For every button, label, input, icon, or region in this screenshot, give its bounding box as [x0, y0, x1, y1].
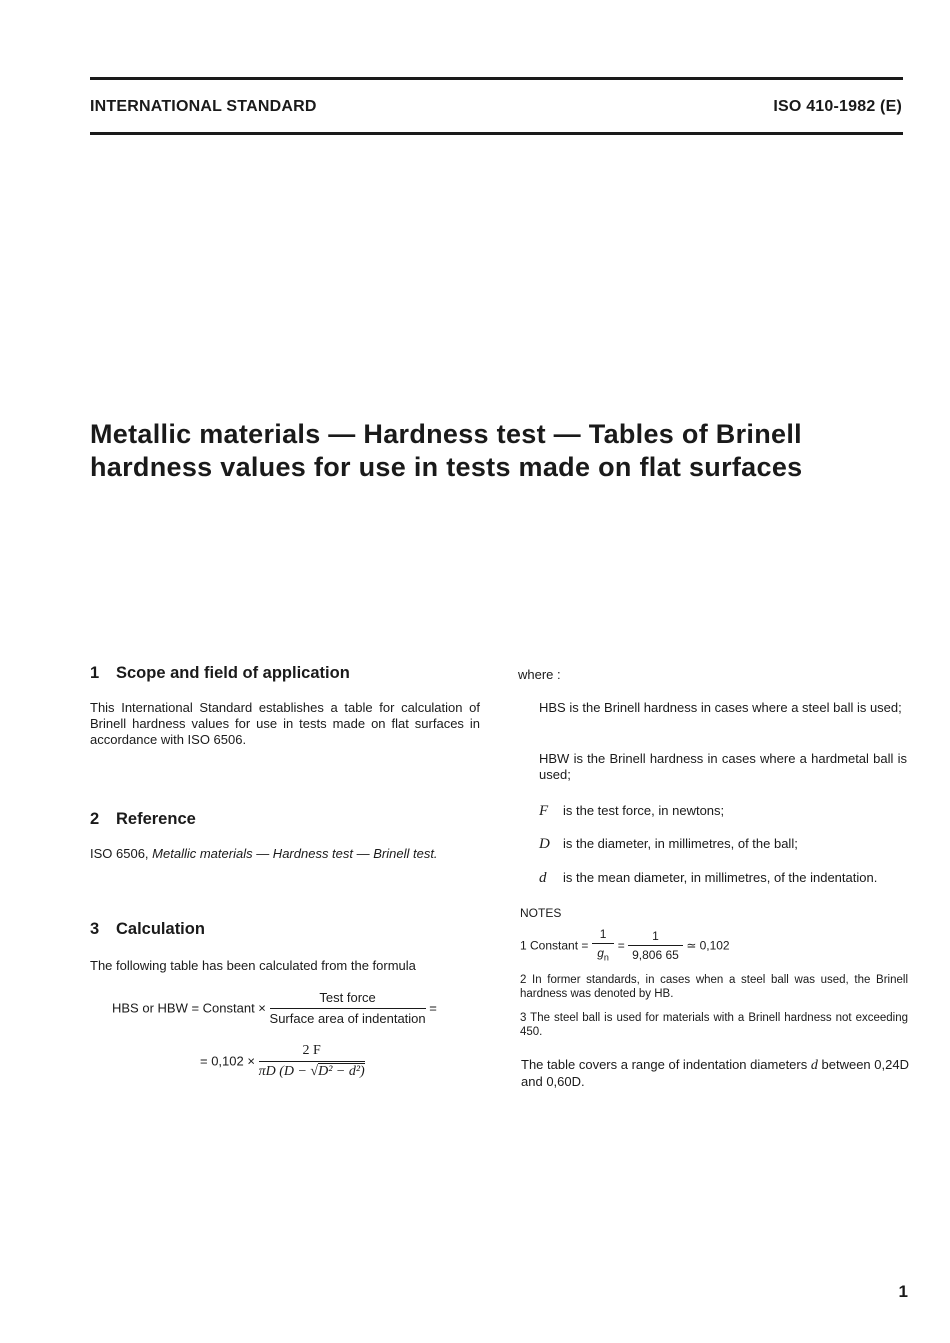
definition-hbs: [539, 700, 907, 716]
definition-term: D: [539, 836, 550, 852]
fraction-numerator: 1: [592, 927, 615, 944]
definition-term: F: [539, 803, 549, 819]
definition-text: is the test force, in newtons;: [563, 803, 725, 818]
formula-lhs: HBS or HBW = Constant ×: [112, 1000, 266, 1016]
definition-text: is the mean diameter, in millimetres, of the indentation.: [563, 870, 878, 885]
section-1-heading: [90, 664, 350, 683]
page-number: 1: [898, 1282, 908, 1301]
range-text-2: between: [821, 1057, 871, 1072]
formula-hardness: [112, 990, 437, 1027]
where-label: where :: [518, 667, 561, 682]
formula-fraction: [270, 990, 426, 1027]
definition-term: HBS: [539, 700, 566, 715]
section-2-reference: [90, 846, 490, 862]
sqrt-icon: √: [310, 1064, 319, 1079]
definition-text: is the Brinell hardness in cases where a steel ball is used;: [569, 700, 902, 715]
document-type: INTERNATIONAL STANDARD: [90, 98, 317, 115]
section-number: 3: [90, 920, 100, 938]
notes-heading: NOTES: [520, 906, 562, 920]
definition-d-indentation: [539, 870, 907, 886]
gravity-symbol: g: [597, 946, 604, 960]
definition-term: d: [539, 870, 547, 886]
range-statement: [521, 1057, 909, 1090]
header-rule: [90, 132, 903, 135]
definition-d-ball: [539, 836, 907, 852]
note-3: 3 The steel ball is used for materials with a Brinell hardness not exceeding 450.: [520, 1012, 908, 1038]
formula-numeric: [200, 1043, 365, 1080]
formula-fraction: [259, 1043, 365, 1080]
definition-hbw: [539, 751, 907, 783]
title-line-2: hardness values for use in tests made on flat surfaces: [90, 452, 803, 482]
note-1-fraction-a: [592, 927, 615, 964]
formula-rhs: =: [429, 1000, 437, 1016]
section-number: 1: [90, 664, 100, 682]
definition-text: is the Brinell hardness in cases where a hardmetal ball is used;: [539, 751, 907, 782]
section-2-heading: [90, 810, 196, 829]
range-variable: d: [810, 1058, 818, 1073]
document-number: ISO 410-1982 (E): [773, 98, 902, 115]
formula-denominator: Surface area of indentation: [269, 1011, 426, 1026]
fraction-denominator: [592, 944, 615, 964]
sqrt-radicand: D² − d²): [318, 1064, 365, 1079]
definition-f: [539, 803, 907, 819]
section-title: Reference: [116, 810, 196, 828]
formula-denominator: [259, 1062, 365, 1080]
denominator-term: πD (D −: [258, 1064, 307, 1079]
section-3-heading: [90, 920, 205, 939]
fraction-denominator: 9,806 65: [632, 948, 679, 963]
section-3-intro: The following table has been calculated from the formula: [90, 958, 416, 973]
note-2: 2 In former standards, in cases when a steel ball was used, the Brinell hardness was denoted by HB.: [520, 974, 908, 1000]
range-high: 0,60D.: [546, 1074, 585, 1089]
section-number: 2: [90, 810, 100, 828]
range-text-1: The table covers a range of indentation diameters: [521, 1057, 808, 1072]
formula-numerator: 2 F: [259, 1043, 365, 1062]
note-1: [520, 927, 730, 964]
note-1-fraction-b: [628, 929, 683, 962]
formula-numerator: Test force: [270, 990, 426, 1009]
reference-code: ISO 6506,: [90, 846, 149, 861]
gravity-subscript: n: [603, 952, 609, 963]
definition-term: HBW: [539, 751, 570, 766]
definition-text: is the diameter, in millimetres, of the ball;: [563, 836, 798, 851]
section-title: Calculation: [116, 920, 205, 938]
note-1-equals: =: [617, 938, 625, 953]
section-title: Scope and field of application: [116, 664, 350, 682]
document-title: [90, 418, 890, 484]
top-rule: [90, 77, 903, 80]
section-1-body: This International Standard establishes a table for calculation of Brinell hardness values for use in tests made on flat surfaces in accordance with ISO 6506.: [90, 700, 480, 747]
range-low: 0,24D: [874, 1057, 909, 1072]
range-and: and: [521, 1074, 543, 1089]
note-1-label: 1 Constant =: [520, 938, 589, 953]
formula-lhs: = 0,102 ×: [200, 1053, 255, 1069]
note-1-result: ≃ 0,102: [686, 938, 730, 953]
fraction-numerator: 1: [628, 929, 683, 946]
title-line-1: Metallic materials — Hardness test — Tables of Brinell: [90, 419, 802, 449]
reference-title: Metallic materials — Hardness test — Brinell test.: [152, 846, 438, 861]
